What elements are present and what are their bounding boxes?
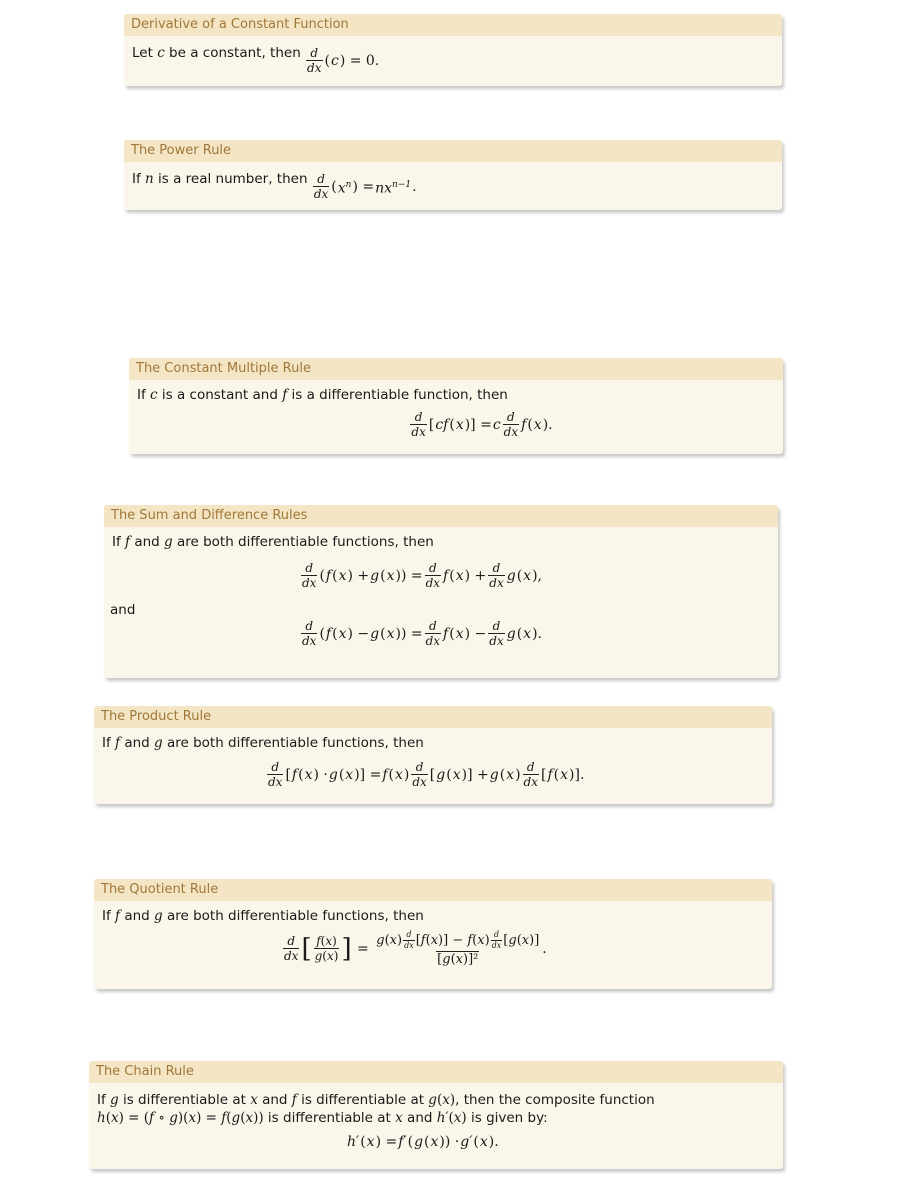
constant-multiple-rule-statement: If c is a constant and f is a differentiable function, then — [137, 387, 508, 403]
constant-rule-statement: Let c be a constant, then — [132, 45, 306, 61]
product-rule-statement: If f and g are both differentiable functions, then — [102, 735, 424, 751]
chain-rule-formula: h′ ( x ) = f′ ( g ( x )) · g′ ( x ). — [347, 1134, 499, 1150]
sum-difference-rules-box — [104, 505, 778, 678]
constant-rule-formula: $\frac{d}{dx}$ ( c ) = 0. — [307, 46, 380, 75]
constant-rule-body — [124, 36, 782, 80]
chain-rule-statement-line1: If g is differentiable at x and f is differentiable at g(x), then the composite function — [97, 1092, 655, 1108]
chain-rule-title: The Chain Rule — [89, 1061, 783, 1083]
product-rule-box — [94, 706, 772, 804]
power-rule-statement: If n is a real number, then — [132, 171, 312, 187]
quotient-rule-body — [94, 901, 772, 972]
quotient-rule-box — [94, 879, 772, 989]
constant-multiple-rule-box — [129, 358, 783, 454]
quotient-rule-statement: If f and g are both differentiable functions, then — [102, 908, 424, 924]
constant-rule-title: Derivative of a Constant Function — [124, 14, 782, 36]
constant-rule-box — [124, 14, 782, 86]
sum-difference-connector: and — [110, 602, 136, 618]
sum-difference-rules-title: The Sum and Difference Rules — [104, 505, 778, 527]
constant-multiple-rule-title: The Constant Multiple Rule — [129, 358, 783, 380]
power-rule-body — [124, 162, 782, 206]
sum-difference-rules-statement: If f and g are both differentiable functions, then — [112, 534, 434, 550]
constant-multiple-rule-formula: $\frac{d}{dx}$ [ cf ( x )] = c $\frac{d}{dx}$ f ( x ). — [411, 410, 553, 439]
power-rule-box — [124, 140, 782, 210]
chain-rule-statement-line2: h(x) = (f ∘ g)(x) = f(g(x)) is differentiable at x and h′(x) is given by: — [97, 1110, 548, 1126]
quotient-rule-formula: $\frac{d}{dx}$ [ $\frac{f(x)}{g(x)}$ ] = g(x) $\frac{d}{dx}$ [f(x)] − f(x) $\frac{d}{dx}$ [g(x)] [g(x)]² . — [284, 930, 547, 967]
difference-rule-formula: $\frac{d}{dx}$ ( f ( x ) − g ( x )) = $\frac{d}{dx}$ f ( x ) − $\frac{d}{dx}$ g ( x ). — [302, 619, 542, 648]
power-rule-formula: $\frac{d}{dx}$ ( $x^n$ ) = $nx^{n-1}$ . — [313, 172, 417, 201]
product-rule-title: The Product Rule — [94, 706, 772, 728]
chain-rule-body — [89, 1083, 783, 1157]
chain-rule-box — [89, 1061, 783, 1169]
power-rule-title: The Power Rule — [124, 140, 782, 162]
sum-difference-rules-body — [104, 527, 778, 678]
product-rule-formula: $\frac{d}{dx}$ [ f ( x ) · g ( x )] = f ( x ) $\frac{d}{dx}$ [ g ( x )] + g ( x ) $\frac{d}{dx}$ [ f ( x )]. — [268, 760, 585, 789]
sum-rule-formula: $\frac{d}{dx}$ ( f ( x ) + g ( x )) = $\frac{d}{dx}$ f ( x ) + $\frac{d}{dx}$ g ( x ), — [302, 561, 542, 590]
product-rule-body — [94, 728, 772, 794]
constant-multiple-rule-body — [129, 380, 783, 444]
quotient-rule-title: The Quotient Rule — [94, 879, 772, 901]
